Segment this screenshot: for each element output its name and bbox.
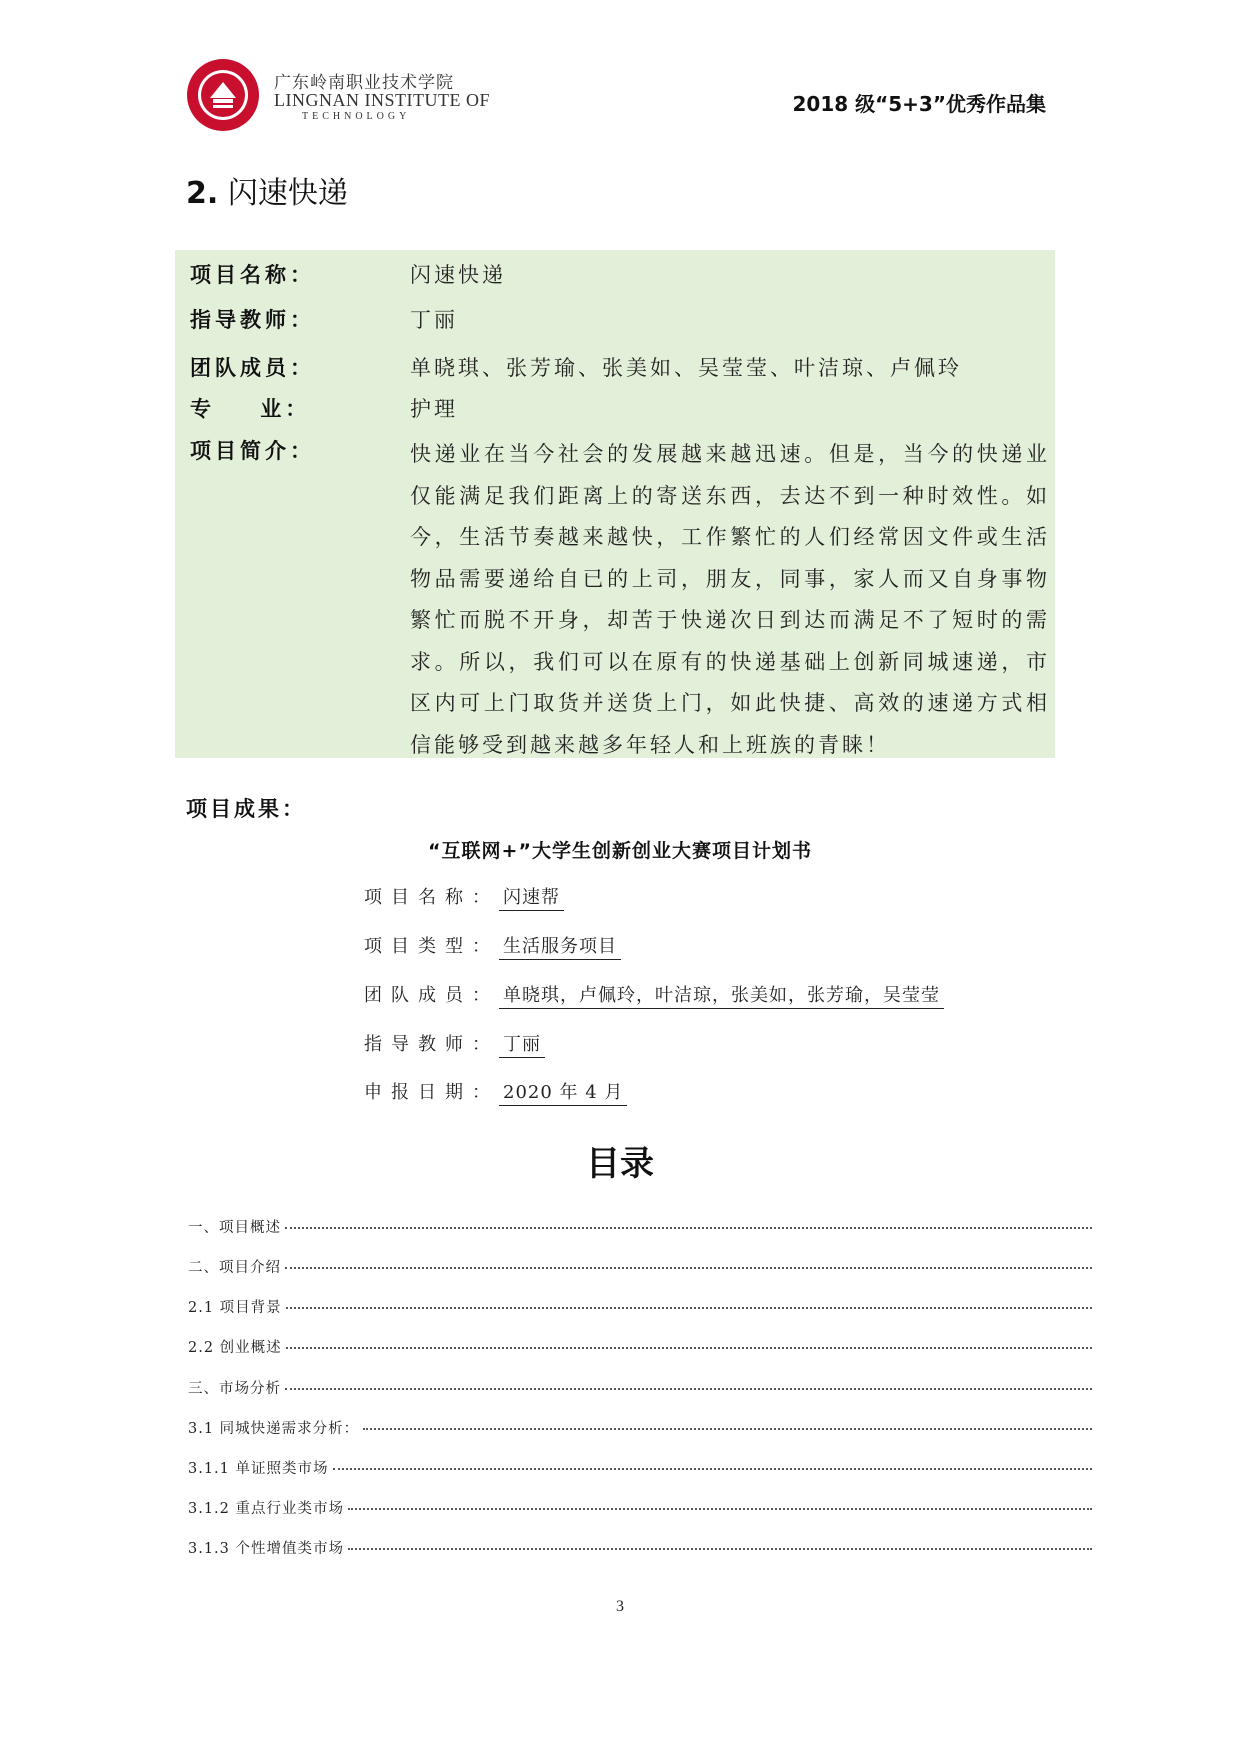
label-project-name: 项目名称： — [190, 263, 315, 287]
plan-field-key: 项目名称： — [364, 887, 499, 908]
toc-leader-dots — [285, 1266, 1092, 1269]
plan-field-value: 闪速帮 — [499, 887, 564, 911]
toc-leader-dots — [363, 1427, 1092, 1430]
value-major: 护理 — [410, 397, 458, 421]
toc-item-label: 3.1 同城快递需求分析： — [188, 1421, 360, 1437]
toc-leader-dots — [286, 1346, 1092, 1349]
plan-field-row — [364, 1078, 627, 1104]
plan-field-value: 单晓琪，卢佩玲，叶洁琼，张美如，张芳瑜，吴莹莹 — [499, 985, 944, 1009]
plan-field-key: 项目类型： — [364, 936, 499, 957]
value-advisor: 丁丽 — [410, 308, 458, 332]
toc-item[interactable] — [188, 1537, 1092, 1558]
plan-field-row — [364, 981, 944, 1007]
toc-item[interactable] — [188, 1336, 1092, 1357]
plan-field-row — [364, 883, 564, 909]
toc-item-label: 一、项目概述 — [188, 1220, 281, 1236]
toc-item-label: 3.1.2 重点行业类市场 — [188, 1501, 345, 1517]
result-label: 项目成果： — [186, 797, 306, 821]
page-number: 3 — [616, 1598, 624, 1615]
value-project-name: 闪速快递 — [410, 263, 506, 287]
toc-leader-dots — [285, 1387, 1092, 1390]
toc-item[interactable] — [188, 1417, 1092, 1438]
plan-field-value: 2020 年 4 月 — [499, 1082, 627, 1106]
plan-field-row — [364, 932, 621, 958]
label-intro: 项目简介： — [190, 439, 315, 463]
toc-item[interactable] — [188, 1457, 1092, 1478]
label-team: 团队成员： — [190, 356, 315, 380]
school-name-en-sub: TECHNOLOGY — [302, 111, 411, 122]
value-team: 单晓琪、张芳瑜、张美如、吴莹莹、叶洁琼、卢佩玲 — [410, 356, 962, 380]
school-seal-logo — [186, 58, 260, 132]
section-title — [186, 168, 348, 212]
school-name-en: LINGNAN INSTITUTE OF — [274, 90, 490, 110]
toc-leader-dots — [333, 1467, 1092, 1470]
plan-field-key: 申报日期： — [364, 1082, 499, 1103]
plan-field-value: 丁丽 — [499, 1034, 545, 1058]
toc-item[interactable] — [188, 1216, 1092, 1237]
plan-field-key: 团队成员： — [364, 985, 499, 1006]
section-title-text: 闪速快递 — [227, 176, 348, 211]
school-name-cn: 广东岭南职业技术学院 — [274, 73, 454, 93]
toc-item[interactable] — [188, 1377, 1092, 1398]
toc-item-label: 三、市场分析 — [188, 1381, 281, 1397]
plan-field-row — [364, 1030, 545, 1056]
toc-item-label: 2.2 创业概述 — [188, 1340, 282, 1356]
toc-item-label: 2.1 项目背景 — [188, 1300, 282, 1316]
toc-leader-dots — [286, 1306, 1092, 1309]
plan-title: “互联网+”大学生创新创业大赛项目计划书 — [428, 840, 812, 862]
toc-item-label: 3.1.1 单证照类市场 — [188, 1461, 329, 1477]
toc-item[interactable] — [188, 1296, 1092, 1317]
toc-item[interactable] — [188, 1497, 1092, 1518]
toc-item[interactable] — [188, 1256, 1092, 1277]
toc-leader-dots — [348, 1547, 1092, 1550]
collection-title: 2018 级“5+3”优秀作品集 — [792, 92, 1046, 116]
toc-leader-dots — [348, 1507, 1092, 1510]
toc-title: 目录 — [586, 1144, 654, 1184]
plan-field-key: 指导教师： — [364, 1034, 499, 1055]
label-major: 专 业： — [190, 397, 311, 421]
toc-item-label: 二、项目介绍 — [188, 1260, 281, 1276]
project-intro-text: 快递业在当今社会的发展越来越迅速。但是，当今的快递业仅能满足我们距离上的寄送东西，去达不到一种时效性。如今，生活节奏越来越快，工作繁忙的人们经常因文件或生活物品需要递给自已的上司，朋友，同事，家人而又自身事物繁忙而脱不开身，却苦于快递次日到达而满足不了短时的需求。所以，我们可以在原有的快递基础上创新同城速递，市区内可上门取货并送货上门，如此快捷、高效的速递方式相信能够受到越来越多年轻人和上班族的青睐！ — [410, 442, 1050, 757]
toc-item-label: 3.1.3 个性增值类市场 — [188, 1541, 345, 1557]
toc-leader-dots — [285, 1226, 1092, 1229]
section-number: 2. — [186, 176, 219, 211]
plan-field-value: 生活服务项目 — [499, 936, 621, 960]
label-advisor: 指导教师： — [190, 308, 315, 332]
